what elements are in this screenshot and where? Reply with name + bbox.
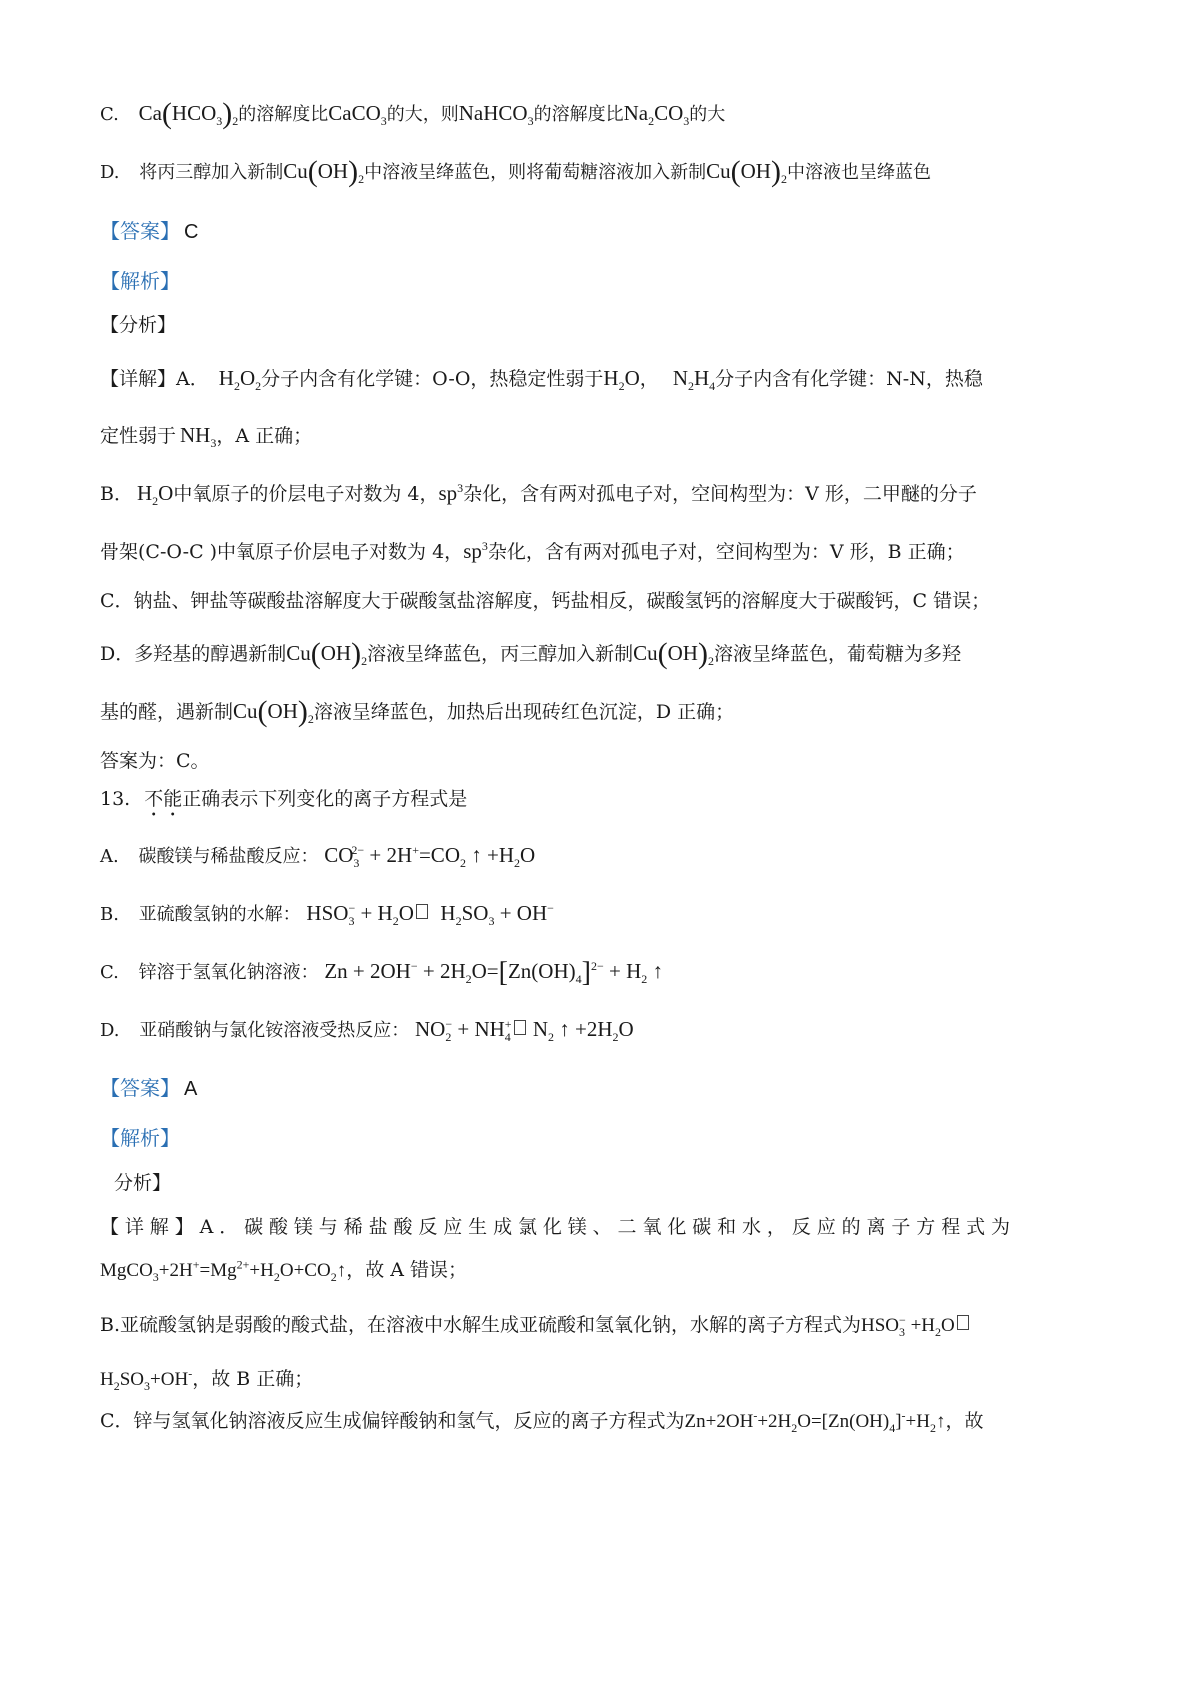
answer-13 — [100, 1075, 197, 1102]
option-13-c — [100, 958, 663, 986]
answer-value: C — [184, 221, 199, 243]
answer-value: A — [184, 1078, 198, 1100]
detail-text: 分子内含有化学键：O-O，热稳定性弱于 — [261, 368, 604, 390]
detail-text: 中氧原子的价层电子对数为 4， — [173, 483, 439, 505]
detail-c-line: C．钠盐、钾盐等碳酸盐溶解度大于碳酸氢盐溶解度，钙盐相反，碳酸氢钙的溶解度大于碳酸钙，C 错误； — [100, 590, 991, 612]
detail-a-line2 — [100, 422, 312, 449]
option-text: 亚硫酸氢钠的水解： — [138, 904, 301, 925]
formula-sp3: $sp^3$ — [463, 539, 488, 563]
option-13-b — [100, 900, 554, 928]
formula-caco3: CaCO$_3$ — [328, 101, 387, 129]
detail-text: 分子内含有化学键：N-N，热稳 — [715, 368, 983, 390]
formula-h2o2: $H_2O_2$ — [218, 366, 262, 394]
equation-mgco3: $MgCO_3+2H^+=Mg^{2+}+H_2O+CO_2↑$ — [100, 1257, 347, 1284]
detail-text: ， — [639, 368, 659, 390]
formula-ca-hco3-2: $Ca(HCO_3)_2$ — [138, 97, 239, 130]
detail-text: 杂化，含有两对孤电子对，空间构型为：V 形，二甲醚的分子 — [463, 483, 977, 505]
formula-n2h4: $N_2H_4$ — [672, 366, 716, 394]
detail13-c-line1 — [100, 1408, 984, 1435]
option-text: 的溶解度比 — [533, 104, 624, 125]
option-text: 将丙三醇加入新制 — [139, 162, 284, 183]
option-text: 碳酸镁与稀盐酸反应： — [138, 846, 319, 867]
equation-d: $NO_2^- + NH_4^+$ $N_2$ ↑ $+2H_2O$ — [414, 1017, 634, 1045]
reversible-arrow-icon — [514, 1020, 526, 1035]
detail-tag: 【详解】 — [100, 368, 177, 390]
formula-cu-oh-2: $Cu(OH)_2$ — [233, 695, 314, 728]
equation-zn: $Zn+2OH^-+2H_2O=[Zn(OH)_4]^-+H_2↑$ — [684, 1408, 946, 1435]
reversible-arrow-icon — [957, 1315, 969, 1330]
option-text: 中溶液呈绛蓝色，则将葡萄糖溶液加入新制 — [364, 162, 707, 183]
detail-text: ，故 — [945, 1410, 984, 1432]
detail-text: 溶液呈绛蓝色，葡萄糖为多羟 — [713, 643, 961, 665]
option-label: A. — [100, 846, 119, 867]
formula-h2o: $H_2O$ — [136, 481, 174, 509]
detail-text: ，故 B 正确； — [192, 1368, 314, 1390]
emphasis-text: 不能 — [144, 788, 183, 810]
detail-a-line1 — [100, 365, 983, 392]
analysis-tag-12: 【分析】 — [100, 314, 177, 336]
detail-b-line2 — [100, 538, 965, 565]
detail-text: 骨架(C-O-C )中氧原子价层电子对数为 4， — [100, 541, 464, 563]
detail-text: ，故 A 错误； — [346, 1259, 467, 1281]
equation-a: $CO_3^{2-} + 2H^+=CO_2$ ↑ $+H_2O$ — [324, 843, 536, 871]
formula-h2o: $H_2O$ — [603, 366, 640, 394]
question-13-stem — [100, 786, 467, 821]
formula-cu-oh-2: $Cu(OH)_2$ — [706, 155, 787, 188]
option-text: 中溶液也呈绛蓝色 — [786, 162, 931, 183]
option-text: 的大 — [689, 104, 726, 125]
option-label: B. — [100, 904, 119, 925]
answer-12 — [100, 218, 198, 245]
answer-tag: 【答案】 — [100, 1076, 180, 1100]
detail13-b-line2 — [100, 1366, 313, 1393]
detail13-a-line1 — [100, 1214, 1010, 1240]
formula-cu-oh-2: $Cu(OH)_2$ — [283, 155, 365, 188]
formula-nahco3: NaHCO$_3$ — [458, 101, 534, 129]
reversible-arrow-icon — [416, 904, 428, 919]
equation-h2so3: $H_2SO_3+OH^-$ — [100, 1366, 193, 1393]
option-12-d — [100, 155, 931, 188]
option-12-c — [100, 97, 726, 130]
option-label: C. — [100, 962, 119, 983]
formula-nh3: $NH_3$ — [180, 423, 217, 451]
detail-text: A． — [176, 368, 209, 390]
formula-sp3: $sp^3$ — [438, 481, 464, 505]
equation-b: $HSO_3^- + H_2O$ $H_2SO_3 + OH^-$ — [306, 901, 554, 929]
option-text: 锌溶于氢氧化钠溶液： — [138, 962, 319, 983]
detail-text: A．碳酸镁与稀盐酸反应生成氯化镁、二氧化碳和水，反应的离子方程式为 — [199, 1216, 1010, 1238]
detail-text: ，A 正确； — [216, 425, 313, 447]
conclusion-12: 答案为：C。 — [100, 750, 210, 772]
equation-c: $Zn + 2OH^- + 2H_2O=[Zn(OH)_4]^{2-} + H_2$ ↑ — [324, 957, 664, 988]
option-text: 的大，则 — [386, 104, 459, 125]
detail-text: B． — [100, 483, 133, 505]
option-text: 的溶解度比 — [238, 104, 329, 125]
detail-text: 溶液呈绛蓝色，加热后出现砖红色沉淀，D 正确； — [313, 701, 735, 723]
detail-d-line1 — [100, 637, 961, 670]
option-text: 亚硝酸钠与氯化铵溶液受热反应： — [139, 1020, 410, 1041]
question-text: 正确表示下列变化的离子方程式是 — [182, 788, 468, 810]
explain-tag: 【解析】 — [100, 269, 180, 293]
option-label: C. — [100, 104, 119, 125]
detail-text: 杂化，含有两对孤电子对，空间构型为：V 形，B 正确； — [487, 541, 965, 563]
detail-text: B.亚硫酸氢钠是弱酸的酸式盐，在溶液中水解生成亚硫酸和氢氧化钠，水解的离子方程式为 — [100, 1314, 862, 1336]
detail-d-line2 — [100, 695, 735, 728]
detail-text: 溶液呈绛蓝色，丙三醇加入新制 — [367, 643, 634, 665]
option-13-a — [100, 842, 535, 870]
option-label: D. — [100, 162, 120, 183]
explain-tag: 【解析】 — [100, 1126, 180, 1150]
formula-cu-oh-2: $Cu(OH)_2$ — [286, 637, 368, 670]
analysis-tag-13: 分析】 — [114, 1172, 172, 1194]
detail13-a-line2 — [100, 1257, 467, 1284]
formula-na2co3: $Na_2CO_3$ — [623, 101, 690, 129]
answer-tag: 【答案】 — [100, 219, 180, 243]
detail-text: C．锌与氢氧化钠溶液反应生成偏锌酸钠和氢气，反应的离子方程式为 — [100, 1410, 685, 1432]
question-number: 13. — [100, 788, 131, 810]
detail-tag: 【详解】 — [100, 1216, 200, 1238]
detail13-b-line1 — [100, 1312, 971, 1339]
detail-text — [100, 1214, 1010, 1240]
formula-cu-oh-2: $Cu(OH)_2$ — [633, 637, 714, 670]
option-13-d — [100, 1016, 634, 1044]
detail-text: 基的醛，遇新制 — [100, 701, 234, 723]
explain-tag-12 — [100, 268, 180, 295]
detail-text: 定性弱于 — [100, 425, 177, 447]
equation-hso3: $HSO_3^- +H_2O$ — [861, 1315, 971, 1336]
explain-tag-13 — [100, 1125, 180, 1152]
detail-text: D．多羟基的醇遇新制 — [100, 643, 287, 665]
detail-b-line1 — [100, 480, 977, 507]
option-label: D. — [100, 1020, 120, 1041]
